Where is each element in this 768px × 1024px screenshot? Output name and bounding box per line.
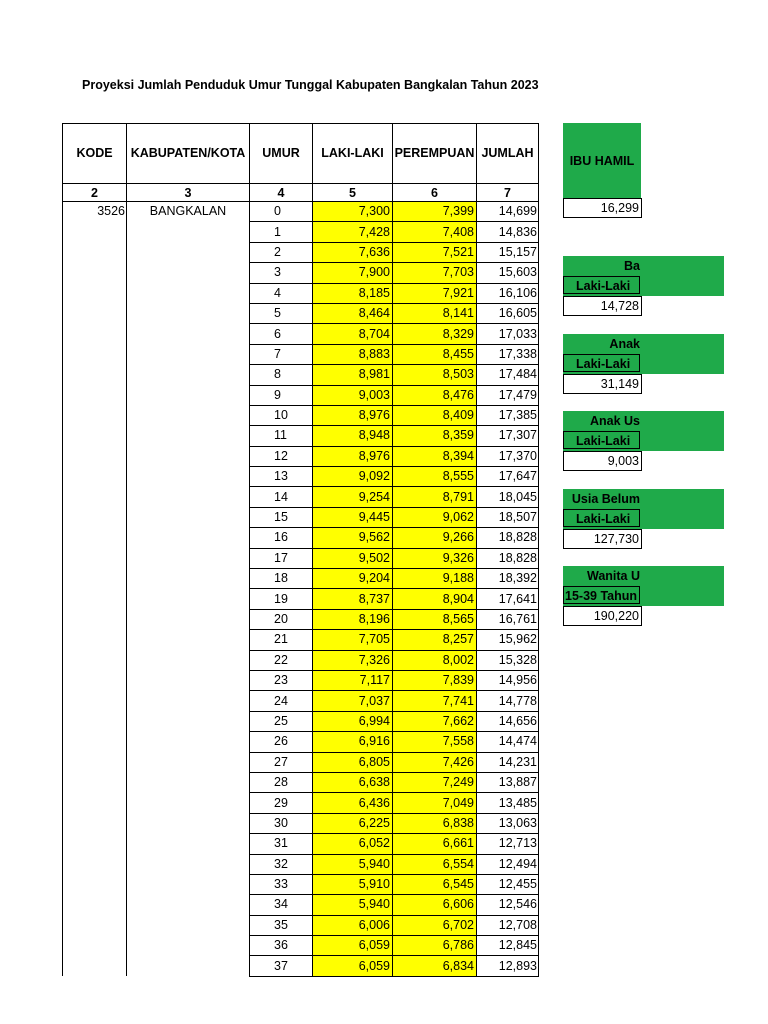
perempuan-cell: 7,921 bbox=[393, 283, 477, 303]
jumlah-cell: 12,494 bbox=[477, 854, 539, 874]
laki-laki-cell: 8,704 bbox=[313, 324, 393, 344]
umur-cell: 10 bbox=[250, 405, 313, 425]
perempuan-cell: 8,359 bbox=[393, 426, 477, 446]
jumlah-cell: 14,836 bbox=[477, 222, 539, 242]
umur-cell: 16 bbox=[250, 528, 313, 548]
laki-laki-cell: 8,948 bbox=[313, 426, 393, 446]
perempuan-cell: 6,606 bbox=[393, 895, 477, 915]
jumlah-cell: 17,033 bbox=[477, 324, 539, 344]
side-block-subheader-text: Laki-Laki bbox=[563, 276, 640, 294]
jumlah-cell: 12,893 bbox=[477, 956, 539, 976]
perempuan-cell: 8,791 bbox=[393, 487, 477, 507]
perempuan-cell: 6,786 bbox=[393, 936, 477, 956]
col-number: 4 bbox=[250, 184, 313, 202]
umur-cell: 21 bbox=[250, 630, 313, 650]
umur-cell: 5 bbox=[250, 303, 313, 323]
jumlah-cell: 14,699 bbox=[477, 202, 539, 222]
laki-laki-cell: 6,638 bbox=[313, 772, 393, 792]
side-block-header bbox=[563, 411, 724, 431]
umur-cell: 25 bbox=[250, 711, 313, 731]
laki-laki-cell: 6,436 bbox=[313, 793, 393, 813]
laki-laki-cell: 6,059 bbox=[313, 956, 393, 976]
perempuan-cell: 7,426 bbox=[393, 752, 477, 772]
jumlah-cell: 17,647 bbox=[477, 467, 539, 487]
side-block-value-text: 14,728 bbox=[600, 299, 639, 313]
umur-cell: 3 bbox=[250, 263, 313, 283]
perempuan-cell: 8,409 bbox=[393, 405, 477, 425]
side-block-header bbox=[563, 334, 724, 354]
side-block-value bbox=[563, 606, 642, 626]
umur-cell: 19 bbox=[250, 589, 313, 609]
laki-laki-cell: 6,059 bbox=[313, 936, 393, 956]
jumlah-cell: 17,338 bbox=[477, 344, 539, 364]
laki-laki-cell: 8,976 bbox=[313, 446, 393, 466]
laki-laki-cell: 7,900 bbox=[313, 263, 393, 283]
jumlah-cell: 14,656 bbox=[477, 711, 539, 731]
kabupaten-cell: BANGKALAN bbox=[127, 202, 250, 977]
jumlah-cell: 18,392 bbox=[477, 569, 539, 589]
jumlah-cell: 15,328 bbox=[477, 650, 539, 670]
perempuan-cell: 8,476 bbox=[393, 385, 477, 405]
laki-laki-cell: 6,994 bbox=[313, 711, 393, 731]
laki-laki-cell: 7,705 bbox=[313, 630, 393, 650]
perempuan-cell: 9,188 bbox=[393, 569, 477, 589]
umur-cell: 29 bbox=[250, 793, 313, 813]
jumlah-cell: 16,761 bbox=[477, 609, 539, 629]
umur-cell: 13 bbox=[250, 467, 313, 487]
umur-cell: 1 bbox=[250, 222, 313, 242]
laki-laki-cell: 8,196 bbox=[313, 609, 393, 629]
umur-cell: 33 bbox=[250, 874, 313, 894]
umur-cell: 27 bbox=[250, 752, 313, 772]
umur-cell: 22 bbox=[250, 650, 313, 670]
jumlah-cell: 14,474 bbox=[477, 732, 539, 752]
jumlah-cell: 18,828 bbox=[477, 548, 539, 568]
jumlah-cell: 13,887 bbox=[477, 772, 539, 792]
jumlah-cell: 16,106 bbox=[477, 283, 539, 303]
col-number: 7 bbox=[477, 184, 539, 202]
perempuan-cell: 7,049 bbox=[393, 793, 477, 813]
laki-laki-cell: 6,805 bbox=[313, 752, 393, 772]
laki-laki-cell: 7,037 bbox=[313, 691, 393, 711]
jumlah-cell: 15,157 bbox=[477, 242, 539, 262]
umur-cell: 36 bbox=[250, 936, 313, 956]
umur-cell: 31 bbox=[250, 834, 313, 854]
side-block-header-text: Usia Belum bbox=[571, 492, 640, 506]
umur-cell: 24 bbox=[250, 691, 313, 711]
side-block-subheader-text: Laki-Laki bbox=[563, 509, 640, 527]
side-block-header-text: Ba bbox=[624, 259, 640, 273]
laki-laki-cell: 9,445 bbox=[313, 507, 393, 527]
perempuan-cell: 6,554 bbox=[393, 854, 477, 874]
umur-cell: 37 bbox=[250, 956, 313, 976]
laki-laki-cell: 9,254 bbox=[313, 487, 393, 507]
laki-laki-cell: 7,300 bbox=[313, 202, 393, 222]
side-block-subheader-text: Laki-Laki bbox=[563, 431, 640, 449]
laki-laki-cell: 6,225 bbox=[313, 813, 393, 833]
laki-laki-cell: 9,003 bbox=[313, 385, 393, 405]
jumlah-cell: 17,484 bbox=[477, 365, 539, 385]
jumlah-cell: 12,455 bbox=[477, 874, 539, 894]
perempuan-cell: 6,834 bbox=[393, 956, 477, 976]
side-block-value-text: 190,220 bbox=[593, 609, 639, 623]
side-block-subheader bbox=[563, 509, 724, 529]
jumlah-cell: 15,962 bbox=[477, 630, 539, 650]
laki-laki-cell: 8,976 bbox=[313, 405, 393, 425]
side-block-subheader bbox=[563, 431, 724, 451]
side-block-value bbox=[563, 374, 642, 394]
laki-laki-cell: 6,916 bbox=[313, 732, 393, 752]
side-block-value-text: 127,730 bbox=[593, 532, 639, 546]
side-block-header bbox=[563, 256, 724, 276]
perempuan-cell: 6,661 bbox=[393, 834, 477, 854]
perempuan-cell: 7,741 bbox=[393, 691, 477, 711]
kode-cell: 3526 bbox=[63, 202, 127, 977]
laki-laki-cell: 8,883 bbox=[313, 344, 393, 364]
perempuan-cell: 8,455 bbox=[393, 344, 477, 364]
perempuan-cell: 7,399 bbox=[393, 202, 477, 222]
ibu-hamil-value bbox=[563, 198, 642, 218]
side-block-value bbox=[563, 296, 642, 316]
perempuan-cell: 8,565 bbox=[393, 609, 477, 629]
perempuan-cell: 7,249 bbox=[393, 772, 477, 792]
jumlah-cell: 17,641 bbox=[477, 589, 539, 609]
umur-cell: 20 bbox=[250, 609, 313, 629]
laki-laki-cell: 5,940 bbox=[313, 854, 393, 874]
jumlah-cell: 14,231 bbox=[477, 752, 539, 772]
jumlah-cell: 15,603 bbox=[477, 263, 539, 283]
perempuan-cell: 8,503 bbox=[393, 365, 477, 385]
side-block-header-text: Anak bbox=[609, 337, 640, 351]
umur-cell: 12 bbox=[250, 446, 313, 466]
laki-laki-cell: 9,502 bbox=[313, 548, 393, 568]
jumlah-cell: 16,605 bbox=[477, 303, 539, 323]
jumlah-cell: 13,063 bbox=[477, 813, 539, 833]
page-title: Proyeksi Jumlah Penduduk Umur Tunggal Kabupaten Bangkalan Tahun 2023 bbox=[82, 78, 539, 92]
perempuan-cell: 8,904 bbox=[393, 589, 477, 609]
umur-cell: 18 bbox=[250, 569, 313, 589]
column-number-row bbox=[63, 184, 539, 202]
umur-cell: 15 bbox=[250, 507, 313, 527]
side-block-subheader bbox=[563, 354, 724, 374]
side-block-value bbox=[563, 451, 642, 471]
jumlah-cell: 17,385 bbox=[477, 405, 539, 425]
laki-laki-cell: 7,326 bbox=[313, 650, 393, 670]
umur-cell: 8 bbox=[250, 365, 313, 385]
side-block-subheader bbox=[563, 586, 724, 606]
side-block-subheader-text: Laki-Laki bbox=[563, 354, 640, 372]
jumlah-cell: 13,485 bbox=[477, 793, 539, 813]
header-kabupaten: KABUPATEN/KOTA bbox=[127, 124, 250, 184]
perempuan-cell: 8,394 bbox=[393, 446, 477, 466]
header-row bbox=[63, 124, 539, 184]
side-block-header bbox=[563, 566, 724, 586]
side-block-header-text: Wanita U bbox=[586, 569, 640, 583]
perempuan-cell: 6,838 bbox=[393, 813, 477, 833]
perempuan-cell: 8,002 bbox=[393, 650, 477, 670]
umur-cell: 23 bbox=[250, 670, 313, 690]
col-number: 3 bbox=[127, 184, 250, 202]
col-number: 5 bbox=[313, 184, 393, 202]
umur-cell: 11 bbox=[250, 426, 313, 446]
header-kode: KODE bbox=[63, 124, 127, 184]
jumlah-cell: 12,546 bbox=[477, 895, 539, 915]
jumlah-cell: 18,828 bbox=[477, 528, 539, 548]
umur-cell: 4 bbox=[250, 283, 313, 303]
col-number: 2 bbox=[63, 184, 127, 202]
perempuan-cell: 8,141 bbox=[393, 303, 477, 323]
side-block-value bbox=[563, 529, 642, 549]
jumlah-cell: 12,845 bbox=[477, 936, 539, 956]
laki-laki-cell: 9,204 bbox=[313, 569, 393, 589]
laki-laki-cell: 6,052 bbox=[313, 834, 393, 854]
jumlah-cell: 18,507 bbox=[477, 507, 539, 527]
laki-laki-cell: 6,006 bbox=[313, 915, 393, 935]
jumlah-cell: 14,956 bbox=[477, 670, 539, 690]
laki-laki-cell: 8,185 bbox=[313, 283, 393, 303]
perempuan-cell: 7,558 bbox=[393, 732, 477, 752]
side-block-value-text: 31,149 bbox=[600, 377, 639, 391]
jumlah-cell: 17,370 bbox=[477, 446, 539, 466]
perempuan-cell: 7,839 bbox=[393, 670, 477, 690]
umur-cell: 34 bbox=[250, 895, 313, 915]
umur-cell: 28 bbox=[250, 772, 313, 792]
perempuan-cell: 6,702 bbox=[393, 915, 477, 935]
umur-cell: 0 bbox=[250, 202, 313, 222]
umur-cell: 9 bbox=[250, 385, 313, 405]
umur-cell: 35 bbox=[250, 915, 313, 935]
umur-cell: 32 bbox=[250, 854, 313, 874]
laki-laki-cell: 7,636 bbox=[313, 242, 393, 262]
table-row bbox=[63, 202, 539, 222]
umur-cell: 6 bbox=[250, 324, 313, 344]
laki-laki-cell: 8,737 bbox=[313, 589, 393, 609]
side-block-header bbox=[563, 489, 724, 509]
perempuan-cell: 7,703 bbox=[393, 263, 477, 283]
ibu-hamil-header: IBU HAMIL bbox=[563, 123, 641, 199]
population-table bbox=[62, 123, 539, 977]
jumlah-cell: 17,307 bbox=[477, 426, 539, 446]
perempuan-cell: 9,266 bbox=[393, 528, 477, 548]
header-laki-laki: LAKI-LAKI bbox=[313, 124, 393, 184]
laki-laki-cell: 5,910 bbox=[313, 874, 393, 894]
umur-cell: 14 bbox=[250, 487, 313, 507]
jumlah-cell: 14,778 bbox=[477, 691, 539, 711]
side-block-subheader-text: 15-39 Tahun bbox=[563, 586, 640, 604]
header-jumlah: JUMLAH bbox=[477, 124, 539, 184]
laki-laki-cell: 8,464 bbox=[313, 303, 393, 323]
laki-laki-cell: 7,428 bbox=[313, 222, 393, 242]
perempuan-cell: 9,062 bbox=[393, 507, 477, 527]
jumlah-cell: 12,713 bbox=[477, 834, 539, 854]
perempuan-cell: 9,326 bbox=[393, 548, 477, 568]
jumlah-cell: 18,045 bbox=[477, 487, 539, 507]
ibu-hamil-value-text: 16,299 bbox=[600, 201, 639, 215]
side-block-value-text: 9,003 bbox=[607, 454, 639, 468]
umur-cell: 30 bbox=[250, 813, 313, 833]
perempuan-cell: 8,257 bbox=[393, 630, 477, 650]
perempuan-cell: 8,555 bbox=[393, 467, 477, 487]
perempuan-cell: 7,521 bbox=[393, 242, 477, 262]
umur-cell: 7 bbox=[250, 344, 313, 364]
col-number: 6 bbox=[393, 184, 477, 202]
umur-cell: 26 bbox=[250, 732, 313, 752]
laki-laki-cell: 5,940 bbox=[313, 895, 393, 915]
laki-laki-cell: 7,117 bbox=[313, 670, 393, 690]
perempuan-cell: 6,545 bbox=[393, 874, 477, 894]
header-perempuan: PEREMPUAN bbox=[393, 124, 477, 184]
perempuan-cell: 7,408 bbox=[393, 222, 477, 242]
laki-laki-cell: 9,562 bbox=[313, 528, 393, 548]
perempuan-cell: 8,329 bbox=[393, 324, 477, 344]
jumlah-cell: 12,708 bbox=[477, 915, 539, 935]
perempuan-cell: 7,662 bbox=[393, 711, 477, 731]
laki-laki-cell: 9,092 bbox=[313, 467, 393, 487]
header-umur: UMUR bbox=[250, 124, 313, 184]
side-block-header-text: Anak Us bbox=[589, 414, 640, 428]
jumlah-cell: 17,479 bbox=[477, 385, 539, 405]
laki-laki-cell: 8,981 bbox=[313, 365, 393, 385]
side-block-subheader bbox=[563, 276, 724, 296]
umur-cell: 17 bbox=[250, 548, 313, 568]
umur-cell: 2 bbox=[250, 242, 313, 262]
